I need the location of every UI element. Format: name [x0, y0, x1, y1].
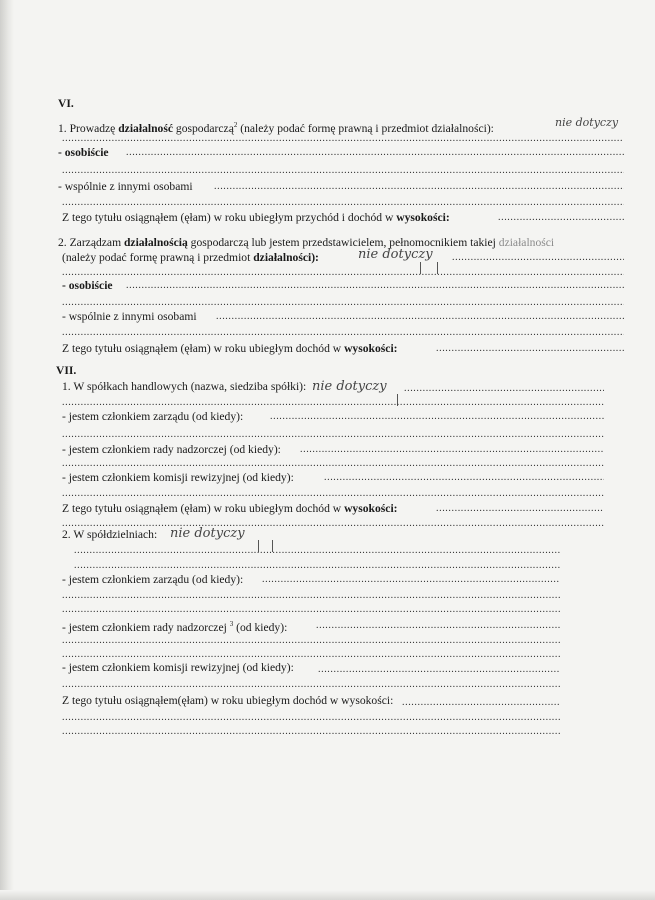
- vi-item1-bold: działalność: [118, 121, 173, 135]
- vii-income-prefix: Z tego tytułu osiągnąłem (ęłam) w roku ubiegłym dochód w: [62, 502, 345, 515]
- vii-board2-dotted-line: [262, 573, 560, 587]
- vii-dotted-line: [74, 559, 560, 573]
- vii-board-label: - jestem członkiem zarządu (od kiedy):: [62, 410, 244, 423]
- vii-dotted-line: [62, 589, 560, 603]
- vii-supervisory-label: - jestem członkiem rady nadzorczej (od kiedy):: [62, 443, 281, 456]
- vii-dotted-line: [62, 603, 560, 617]
- vii-dotted-line: [62, 487, 604, 501]
- vi-dotted-line: [62, 326, 624, 340]
- vii-supervisory2-prefix: - jestem członkiem rady nadzorczej: [62, 620, 230, 634]
- vii-dotted-line: [62, 428, 604, 442]
- vii-income-label: [62, 502, 398, 516]
- vi-personally2-dotted-line: [126, 279, 624, 293]
- vi-jointly2-label: - wspólnie z innymi osobami: [62, 310, 197, 323]
- vii-item1-dotted-line: [404, 382, 604, 396]
- vi-item2-suffix: gospodarczą lub jestem przedstawicielem, pełnomocnikiem takiej: [187, 236, 499, 249]
- vii-dotted-line: [62, 725, 560, 739]
- vii-income-bold: wysokości:: [344, 502, 398, 515]
- vii-income2-dotted-line: [402, 696, 560, 710]
- vi-item1-dotted-line: [62, 132, 622, 146]
- vii-supervisory-dotted-line: [300, 443, 604, 457]
- vi-personally-dotted-line: [126, 146, 624, 160]
- vi-income2-label: [62, 342, 398, 356]
- vi-income-prefix: Z tego tytułu osiągnąłem (ęłam) w roku ubiegłym przychód i dochód w: [62, 211, 397, 224]
- vii-audit2-dotted-line: [318, 663, 560, 677]
- vii-supervisory2-label: [62, 617, 287, 635]
- vi-dotted-line: [62, 196, 624, 210]
- vi-item1-number: 1.: [58, 121, 67, 135]
- vii-supervisory2-footnote: 3: [229, 620, 234, 628]
- vi-income-dotted-line: [498, 211, 624, 225]
- vii-item1-handwritten: nie dotyczy: [312, 379, 387, 394]
- vi-income2-dotted-line: [436, 342, 624, 356]
- vi-income2-prefix: Z tego tytułu osiągnąłem (ęłam) w roku ubiegłym dochód w: [62, 342, 345, 355]
- vi-income2-bold: wysokości:: [344, 342, 398, 355]
- vi-item1-mid: gospodarczą: [173, 121, 234, 135]
- vii-dotted-line: [62, 648, 560, 662]
- vi-item2-line2-bold: działalności):: [253, 251, 319, 264]
- section-vii-heading: VII.: [56, 364, 77, 377]
- vi-dotted-line: [62, 296, 624, 310]
- vi-jointly2-dotted-line: [216, 310, 624, 324]
- vi-income-label: [62, 211, 450, 225]
- vi-item1-footnote: 2: [233, 121, 238, 129]
- vi-jointly-dotted-line: [214, 180, 624, 194]
- vii-income-dotted-line: [436, 502, 604, 516]
- vi-dotted-line: [62, 266, 624, 280]
- vii-item1-label: 1. W spółkach handlowych (nazwa, siedziba spółki):: [62, 380, 307, 393]
- vii-supervisory2-dotted-line: [316, 619, 560, 633]
- vi-item1-suffix: (należy podać formę prawną i przedmiot działalności):: [237, 121, 494, 135]
- vii-board2-label: - jestem członkiem zarządu (od kiedy):: [62, 573, 244, 586]
- section-vi-heading: VI.: [58, 97, 74, 110]
- vii-dotted-line: [62, 634, 560, 648]
- vii-item2-handwritten: nie dotyczy: [170, 526, 245, 541]
- vii-dotted-line: [62, 396, 604, 410]
- vi-item2-line1: [58, 236, 554, 250]
- vi-personally-label: - osobiście: [58, 146, 109, 159]
- vi-item1-handwritten: nie dotyczy: [555, 116, 619, 129]
- vi-item2-handwritten: nie dotyczy: [358, 247, 433, 262]
- vii-dotted-line: [62, 457, 604, 471]
- vi-item1-prefix: Prowadzę: [69, 121, 119, 135]
- vii-supervisory2-suffix: (od kiedy):: [233, 620, 288, 634]
- vi-personally2-label: - osobiście: [62, 279, 113, 292]
- vi-item2-faint: działalności: [498, 236, 555, 249]
- vi-item2-dotted-line: [452, 251, 624, 265]
- vii-board-dotted-line: [270, 410, 604, 424]
- vi-income-bold: wysokości:: [396, 211, 450, 224]
- vi-item2-bold: działalnością: [123, 236, 188, 249]
- vii-audit-dotted-line: [324, 471, 604, 485]
- vi-dotted-line: [62, 164, 624, 178]
- vi-item2-line2: [62, 251, 319, 265]
- vii-audit2-label: - jestem członkiem komisji rewizyjnej (od kiedy):: [62, 661, 294, 674]
- vii-item2-label: 2. W spółdzielniach:: [62, 528, 158, 541]
- vi-item2-line2-prefix: (należy podać formę prawną i przedmiot: [62, 251, 254, 264]
- vii-audit-label: - jestem członkiem komisji rewizyjnej (od kiedy):: [62, 471, 294, 484]
- vii-dotted-line: [74, 544, 560, 558]
- vii-dotted-line: [62, 678, 560, 692]
- vi-jointly-label: - wspólnie z innymi osobami: [58, 180, 193, 193]
- vii-dotted-line: [62, 711, 560, 725]
- vii-income2-label: Z tego tytułu osiągnąłem(ęłam) w roku ubiegłym dochód w wysokości:: [62, 694, 394, 707]
- vi-item2-prefix: 2. Zarządzam: [58, 236, 124, 249]
